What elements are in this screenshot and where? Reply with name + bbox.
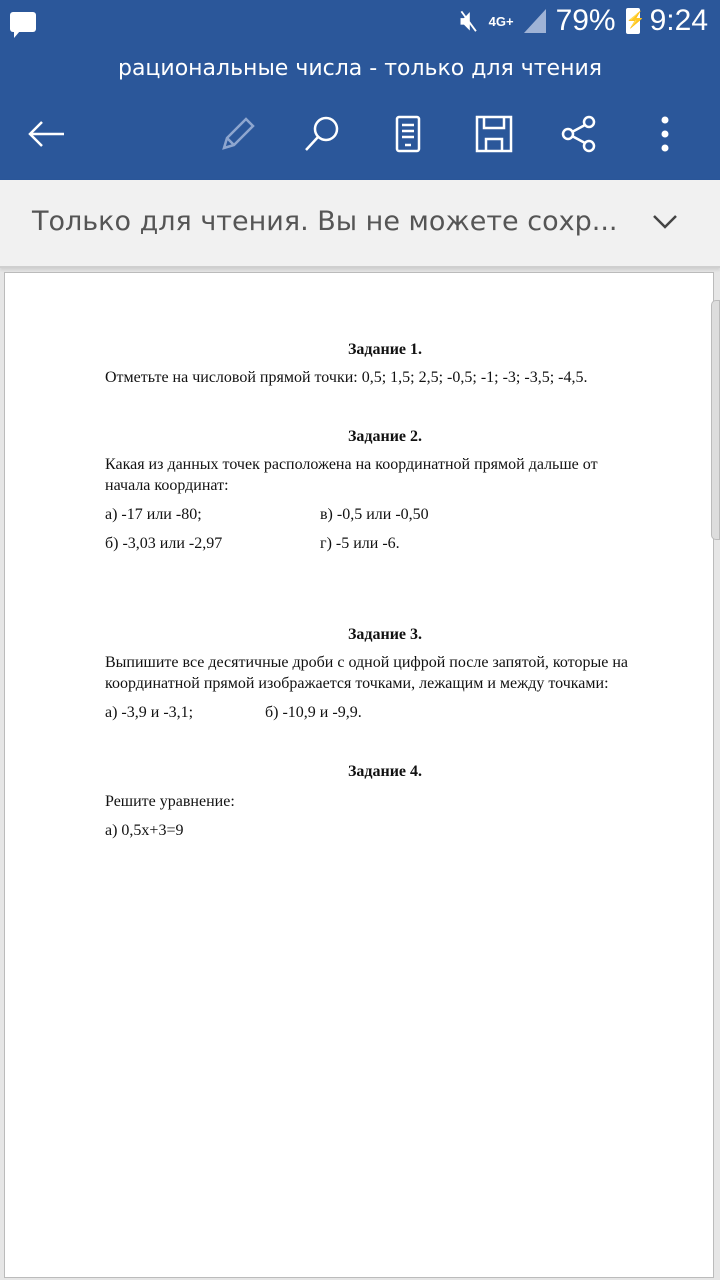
task1-text: Отметьте на числовой прямой точки: 0,5; 1,5; 2,5; -0,5; -1; -3; -3,5; -4,5. xyxy=(105,369,588,386)
scrollbar[interactable] xyxy=(711,300,720,540)
pencil-icon xyxy=(216,114,256,154)
clock: 9:24 xyxy=(649,4,708,37)
mobile-view-icon xyxy=(393,114,423,154)
task2-option-a: а) -17 или -80; xyxy=(105,506,202,523)
edit-button[interactable] xyxy=(212,108,260,160)
network-type: 4G+ xyxy=(488,13,514,29)
task3-text: Выпишите все десятичные дроби с одной цифрой после запятой, которые на координатной прямой изображается точками, лежащим и между точками: xyxy=(105,654,628,692)
status-bar xyxy=(0,0,720,48)
battery-charging-icon: ⚡ xyxy=(626,8,640,34)
task1-heading: Задание 1. xyxy=(347,341,423,358)
message-notification-icon xyxy=(10,12,36,32)
document-page[interactable] xyxy=(4,272,714,1278)
read-only-message: Только для чтения. Вы не можете сохр... xyxy=(32,206,618,237)
task4-heading: Задание 4. xyxy=(347,763,423,780)
signal-icon xyxy=(524,9,546,33)
search-button[interactable] xyxy=(298,108,346,160)
mute-icon: 🔇︎ xyxy=(459,4,479,37)
back-arrow-icon xyxy=(26,119,66,149)
task2-option-b: б) -3,03 или -2,97 xyxy=(105,535,223,552)
save-button[interactable] xyxy=(470,108,518,160)
document-title: рациональные числа - только для чтения xyxy=(117,56,603,81)
task2-heading: Задание 2. xyxy=(347,428,423,445)
more-vertical-icon xyxy=(660,114,670,154)
mobile-view-button[interactable] xyxy=(384,108,432,160)
share-button[interactable] xyxy=(555,108,603,160)
save-icon xyxy=(474,114,514,154)
task2-option-v: в) -0,5 или -0,50 xyxy=(320,506,429,523)
share-icon xyxy=(559,114,599,154)
battery-percent: 79% xyxy=(555,4,616,37)
read-only-banner[interactable] xyxy=(0,180,720,268)
task2-option-g: г) -5 или -6. xyxy=(320,535,400,552)
app-header xyxy=(0,0,720,180)
back-button[interactable] xyxy=(22,108,70,160)
task3-heading: Задание 3. xyxy=(347,626,423,643)
search-icon xyxy=(302,114,342,154)
task3-option-a: а) -3,9 и -3,1; xyxy=(105,704,194,721)
task2-text: Какая из данных точек расположена на координатной прямой дальше от начала координат: xyxy=(105,456,598,494)
task4-text: Решите уравнение: xyxy=(105,793,235,810)
chevron-down-icon[interactable] xyxy=(652,214,678,230)
more-options-button[interactable] xyxy=(645,108,685,160)
task4-option-a: а) 0,5x+3=9 xyxy=(105,822,184,839)
task3-option-b: б) -10,9 и -9,9. xyxy=(265,704,362,721)
